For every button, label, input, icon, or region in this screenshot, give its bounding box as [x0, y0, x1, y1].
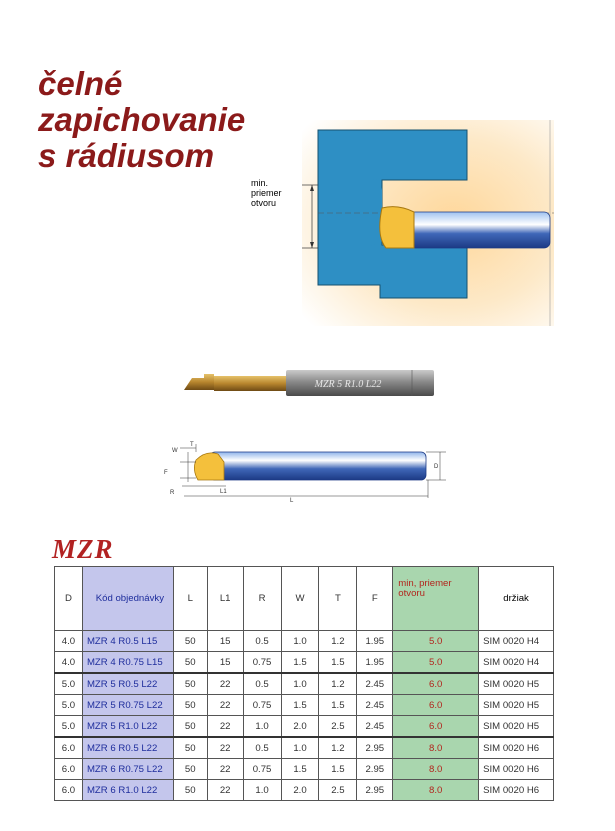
drawing-insert [194, 453, 224, 480]
table-body [55, 631, 554, 801]
cell-d: 6.0 [55, 737, 83, 759]
cell-l1: 22 [207, 673, 243, 695]
cell-l1: 22 [207, 716, 243, 738]
cell-t: 1.5 [319, 759, 357, 780]
table-row [55, 716, 554, 738]
boring-bar [402, 212, 550, 248]
label-l: L [290, 498, 294, 504]
cell-l: 50 [173, 716, 207, 738]
cell-w: 2.0 [281, 716, 319, 738]
cell-min-bore: 6.0 [393, 673, 479, 695]
cell-d: 5.0 [55, 673, 83, 695]
cell-f: 2.45 [357, 716, 393, 738]
cell-f: 2.95 [357, 759, 393, 780]
callout-line-1: min. [251, 178, 269, 188]
cell-code: MZR 5 R1.0 L22 [82, 716, 173, 738]
cell-l: 50 [173, 652, 207, 674]
cell-w: 1.5 [281, 652, 319, 674]
cell-l1: 22 [207, 759, 243, 780]
header-min-bore [393, 567, 479, 631]
spec-table [54, 566, 554, 801]
cell-code: MZR 6 R1.0 L22 [82, 780, 173, 801]
cell-code: MZR 4 R0.75 L15 [82, 652, 173, 674]
cell-t: 1.2 [319, 737, 357, 759]
label-f: F [164, 470, 168, 476]
cell-r: 0.5 [243, 737, 281, 759]
title-line-2: zapichovanie [38, 101, 246, 138]
cell-w: 2.0 [281, 780, 319, 801]
cell-min-bore: 6.0 [393, 716, 479, 738]
cell-f: 2.45 [357, 695, 393, 716]
cell-r: 0.75 [243, 759, 281, 780]
header-l: L [173, 567, 207, 631]
cell-code: MZR 5 R0.5 L22 [82, 673, 173, 695]
cell-holder: SIM 0020 H4 [479, 652, 554, 674]
table-header-row [55, 567, 554, 631]
cell-l1: 15 [207, 652, 243, 674]
tool-dimension-drawing [160, 438, 450, 510]
cell-d: 5.0 [55, 695, 83, 716]
label-l1: L1 [220, 489, 227, 495]
cell-holder: SIM 0020 H4 [479, 631, 554, 652]
table-row [55, 673, 554, 695]
cell-d: 4.0 [55, 631, 83, 652]
cell-w: 1.0 [281, 631, 319, 652]
header-w: W [281, 567, 319, 631]
cell-l1: 22 [207, 737, 243, 759]
header-t: T [319, 567, 357, 631]
cell-d: 4.0 [55, 652, 83, 674]
cell-r: 0.5 [243, 673, 281, 695]
table-row [55, 737, 554, 759]
cell-d: 6.0 [55, 759, 83, 780]
page-title [38, 66, 245, 174]
cell-r: 0.75 [243, 695, 281, 716]
header-code: Kód objednávky [82, 567, 173, 631]
cell-l1: 22 [207, 695, 243, 716]
cell-l: 50 [173, 695, 207, 716]
table-row [55, 631, 554, 652]
cell-f: 2.45 [357, 673, 393, 695]
cell-t: 1.2 [319, 673, 357, 695]
cell-holder: SIM 0020 H6 [479, 737, 554, 759]
cell-t: 2.5 [319, 716, 357, 738]
tool-tip [184, 374, 214, 390]
cell-t: 2.5 [319, 780, 357, 801]
cell-r: 0.5 [243, 631, 281, 652]
cell-t: 1.5 [319, 652, 357, 674]
cell-w: 1.0 [281, 673, 319, 695]
cell-w: 1.5 [281, 759, 319, 780]
cell-l: 50 [173, 780, 207, 801]
callout-line-2: priemer [251, 188, 282, 198]
cell-min-bore: 8.0 [393, 737, 479, 759]
header-min-bore-line-1: min, priemer [398, 578, 452, 589]
cell-t: 1.5 [319, 695, 357, 716]
header-r: R [243, 567, 281, 631]
cell-min-bore: 6.0 [393, 695, 479, 716]
cell-l: 50 [173, 759, 207, 780]
cell-min-bore: 5.0 [393, 652, 479, 674]
cell-t: 1.2 [319, 631, 357, 652]
cell-f: 1.95 [357, 652, 393, 674]
cell-code: MZR 5 R0.75 L22 [82, 695, 173, 716]
cell-code: MZR 4 R0.5 L15 [82, 631, 173, 652]
cell-min-bore: 8.0 [393, 759, 479, 780]
header-f: F [357, 567, 393, 631]
header-d: D [55, 567, 83, 631]
cell-w: 1.0 [281, 737, 319, 759]
series-heading: MZR [52, 534, 114, 564]
cell-holder: SIM 0020 H5 [479, 695, 554, 716]
cell-code: MZR 6 R0.75 L22 [82, 759, 173, 780]
cell-holder: SIM 0020 H5 [479, 673, 554, 695]
title-line-1: čelné [38, 65, 123, 102]
table-row [55, 780, 554, 801]
cell-d: 5.0 [55, 716, 83, 738]
cell-f: 1.95 [357, 631, 393, 652]
label-t: T [190, 442, 194, 448]
cell-holder: SIM 0020 H6 [479, 759, 554, 780]
cell-f: 2.95 [357, 737, 393, 759]
cell-min-bore: 8.0 [393, 780, 479, 801]
cell-l: 50 [173, 737, 207, 759]
label-w: W [172, 448, 178, 454]
cell-l: 50 [173, 631, 207, 652]
cell-w: 1.5 [281, 695, 319, 716]
callout-line-3: otvoru [251, 198, 277, 208]
min-bore-callout [251, 178, 282, 208]
cell-l1: 15 [207, 631, 243, 652]
cell-r: 0.75 [243, 652, 281, 674]
cell-holder: SIM 0020 H5 [479, 716, 554, 738]
cell-l1: 22 [207, 780, 243, 801]
tool-photo [180, 368, 440, 398]
tool-marking: MZR 5 R1.0 L22 [314, 379, 382, 390]
table-row [55, 695, 554, 716]
table-row [55, 652, 554, 674]
bore-cross-section-diagram [302, 120, 554, 326]
drawing-tool-body [210, 452, 426, 480]
header-min-bore-line-2: otvoru [398, 588, 425, 599]
cell-code: MZR 6 R0.5 L22 [82, 737, 173, 759]
header-l1: L1 [207, 567, 243, 631]
cell-d: 6.0 [55, 780, 83, 801]
header-holder: držiak [479, 567, 554, 631]
cell-holder: SIM 0020 H6 [479, 780, 554, 801]
cell-f: 2.95 [357, 780, 393, 801]
table-row [55, 759, 554, 780]
cell-min-bore: 5.0 [393, 631, 479, 652]
cell-r: 1.0 [243, 780, 281, 801]
cell-r: 1.0 [243, 716, 281, 738]
cutting-insert [380, 207, 414, 248]
title-line-3: s rádiusom [38, 137, 215, 174]
cell-l: 50 [173, 673, 207, 695]
label-d: D [434, 464, 439, 470]
label-r: R [170, 490, 175, 496]
